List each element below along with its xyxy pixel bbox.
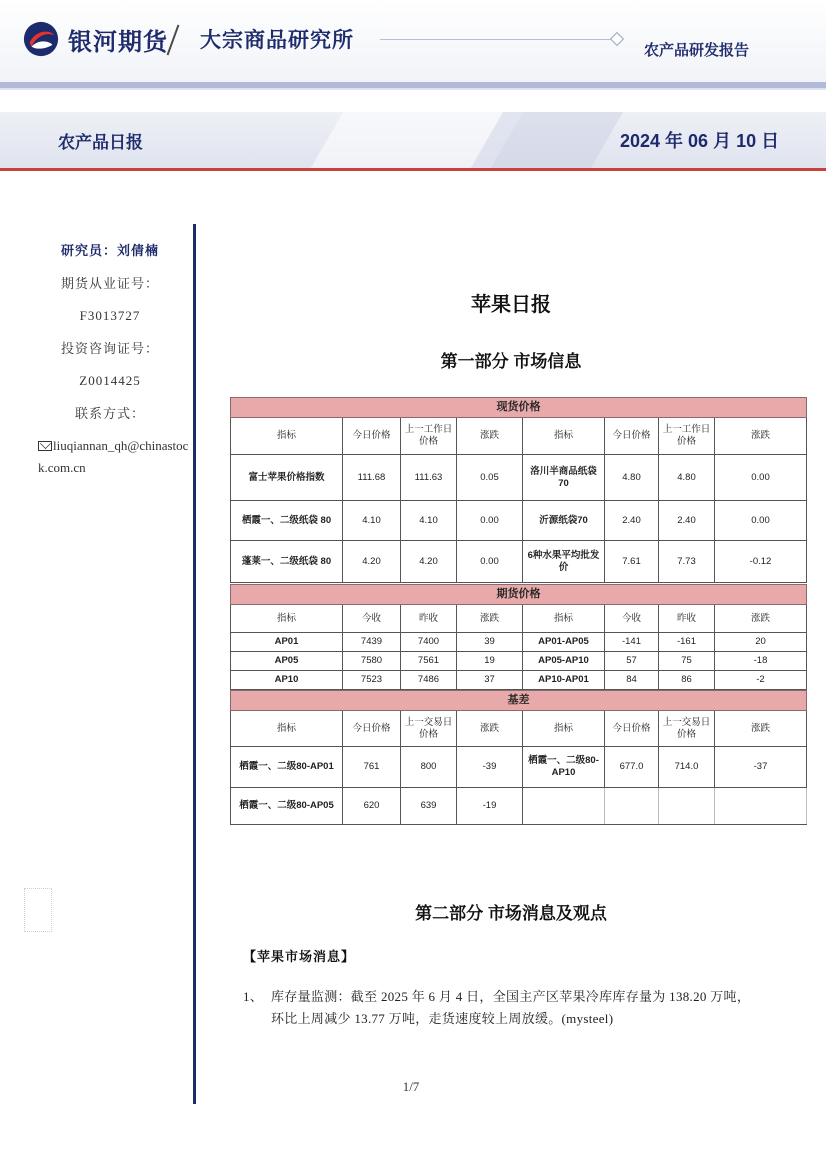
table-cell: -19	[457, 788, 523, 825]
table-cell: 0.00	[715, 501, 807, 541]
header-cell: 涨跌	[715, 711, 807, 747]
table-cell: 洛川半商品纸袋70	[523, 455, 605, 501]
table-row	[231, 671, 807, 690]
table-cell: 富士苹果价格指数	[231, 455, 343, 501]
empty-cell	[523, 788, 605, 825]
brand-name: 银河期货	[68, 28, 168, 56]
header-cell: 指标	[231, 605, 343, 633]
galaxy-logo-icon	[22, 20, 60, 58]
page-number: 1/7	[402, 1079, 420, 1094]
table-cell: 7.61	[605, 541, 659, 583]
header-cell: 指标	[523, 711, 605, 747]
report-type: 农产品研发报告	[644, 42, 750, 59]
table-cell: 沂源纸袋70	[523, 501, 605, 541]
table-cell: 7523	[343, 671, 401, 690]
table-cell: 677.0	[605, 747, 659, 788]
basis-caption: 基差	[231, 691, 807, 711]
table-row	[231, 788, 807, 825]
report-title: 苹果日报	[471, 294, 551, 316]
table-cell: 761	[343, 747, 401, 788]
header-cell: 今日价格	[343, 418, 401, 455]
news-item-number: 1、	[243, 989, 264, 1004]
news-line-1	[243, 986, 788, 1008]
table-cell: 2.40	[605, 501, 659, 541]
header-cell: 涨跌	[457, 711, 523, 747]
header-cell: 上一交易日价格	[401, 711, 457, 747]
researcher-name: 研究员：刘倩楠	[60, 243, 159, 258]
table-row	[231, 501, 807, 541]
spot-caption: 现货价格	[231, 398, 807, 418]
table-cell: AP05-AP10	[523, 652, 605, 671]
mail-icon	[38, 441, 52, 451]
table-cell: 84	[605, 671, 659, 690]
table-cell: 86	[659, 671, 715, 690]
table-cell: 7580	[343, 652, 401, 671]
table-cell: 111.63	[401, 455, 457, 501]
news-line-2: 环比上周减少 13.77 万吨，走货速度较上周放缓。(mysteel)	[271, 1011, 614, 1026]
contact-label: 联系方式：	[74, 405, 145, 421]
report-date: 2024 年 06 月 10 日	[620, 131, 780, 151]
table-row	[231, 455, 807, 501]
header-cell: 今收	[605, 605, 659, 633]
table-cell: 4.80	[659, 455, 715, 501]
header-cell: 指标	[523, 418, 605, 455]
header-stripe-light	[0, 88, 826, 90]
table-header-row	[231, 418, 807, 455]
header-cell: 上一工作日价格	[659, 418, 715, 455]
table-cell: -18	[715, 652, 807, 671]
contact-email[interactable]	[30, 435, 190, 479]
email-text[interactable]: liuqiannan_qh@chinastock.com.cn	[38, 438, 189, 475]
author-sidebar	[30, 240, 190, 479]
table-cell: 4.80	[605, 455, 659, 501]
table-cell: 4.20	[343, 541, 401, 583]
table-cell: 2.40	[659, 501, 715, 541]
table-row	[231, 541, 807, 583]
table-cell: -161	[659, 633, 715, 652]
news-text-1: 库存量监测：截至 2025 年 6 月 4 日，全国主产区苹果冷库库存量为 138.20 万吨，	[271, 989, 751, 1004]
spot-price-table	[230, 397, 807, 583]
header-cell: 今日价格	[605, 711, 659, 747]
table-cell: AP05	[231, 652, 343, 671]
table-cell: 0.05	[457, 455, 523, 501]
license-label: 期货从业证号：	[60, 275, 159, 291]
table-cell: 57	[605, 652, 659, 671]
table-cell: 4.10	[401, 501, 457, 541]
table-cell: 19	[457, 652, 523, 671]
table-cell: 20	[715, 633, 807, 652]
table-cell: 7.73	[659, 541, 715, 583]
table-cell: 栖霞一、二级纸袋 80	[231, 501, 343, 541]
header-cell: 涨跌	[715, 605, 807, 633]
table-cell: 4.20	[401, 541, 457, 583]
table-cell: AP10-AP01	[523, 671, 605, 690]
table-cell: 蓬莱一、二级纸袋 80	[231, 541, 343, 583]
header-cell: 上一交易日价格	[659, 711, 715, 747]
news-section-label: 【苹果市场消息】	[243, 949, 356, 964]
header-cell: 涨跌	[715, 418, 807, 455]
table-cell: 111.68	[343, 455, 401, 501]
table-cell: -37	[715, 747, 807, 788]
table-header-row	[231, 711, 807, 747]
table-row	[231, 633, 807, 652]
header-cell: 今日价格	[605, 418, 659, 455]
table-cell: 7439	[343, 633, 401, 652]
table-cell: 0.00	[457, 541, 523, 583]
table-cell: 0.00	[457, 501, 523, 541]
table-cell: -2	[715, 671, 807, 690]
news-item	[243, 986, 788, 1030]
table-cell: 栖霞一、二级80-AP01	[231, 747, 343, 788]
table-cell: 7400	[401, 633, 457, 652]
header-cell: 指标	[231, 711, 343, 747]
table-cell: 714.0	[659, 747, 715, 788]
table-cell: 0.00	[715, 455, 807, 501]
header-cell: 昨收	[659, 605, 715, 633]
header-rule	[380, 39, 616, 40]
table-cell: -0.12	[715, 541, 807, 583]
part1-heading: 第一部分 市场信息	[440, 352, 582, 371]
futures-caption: 期货价格	[231, 585, 807, 605]
placeholder-box	[24, 888, 52, 932]
table-cell: AP10	[231, 671, 343, 690]
table-cell: 620	[343, 788, 401, 825]
table-cell: 39	[457, 633, 523, 652]
header-cell: 涨跌	[457, 418, 523, 455]
table-cell: 6种水果平均批发价	[523, 541, 605, 583]
table-cell: 4.10	[343, 501, 401, 541]
table-cell: 7486	[401, 671, 457, 690]
table-row	[231, 747, 807, 788]
license-number: F3013727	[79, 308, 141, 323]
header-cell: 指标	[523, 605, 605, 633]
table-cell: -141	[605, 633, 659, 652]
part2-heading: 第二部分 市场消息及观点	[415, 904, 607, 923]
brand-logo[interactable]	[22, 20, 168, 58]
table-cell: AP01	[231, 633, 343, 652]
table-header-row	[231, 605, 807, 633]
table-cell: 栖霞一、二级80-AP10	[523, 747, 605, 788]
table-cell: AP01-AP05	[523, 633, 605, 652]
header-cell: 今日价格	[343, 711, 401, 747]
table-cell: 75	[659, 652, 715, 671]
institute-name: 大宗商品研究所	[200, 29, 354, 52]
table-cell: -39	[457, 747, 523, 788]
title-red-rule	[0, 168, 826, 171]
table-cell: 639	[401, 788, 457, 825]
header-cell: 指标	[231, 418, 343, 455]
table-cell: 7561	[401, 652, 457, 671]
consult-number: Z0014425	[79, 373, 141, 388]
consult-label: 投资咨询证号：	[60, 340, 159, 356]
header-cell: 上一工作日价格	[401, 418, 457, 455]
table-cell: 37	[457, 671, 523, 690]
empty-cell	[715, 788, 807, 825]
header-cell: 昨收	[401, 605, 457, 633]
header-cell: 涨跌	[457, 605, 523, 633]
header-cell: 今收	[343, 605, 401, 633]
futures-price-table	[230, 584, 807, 690]
basis-table	[230, 690, 807, 825]
empty-cell	[605, 788, 659, 825]
table-cell: 栖霞一、二级80-AP05	[231, 788, 343, 825]
empty-cell	[659, 788, 715, 825]
table-cell: 800	[401, 747, 457, 788]
daily-report-title: 农产品日报	[58, 133, 143, 152]
table-row	[231, 652, 807, 671]
